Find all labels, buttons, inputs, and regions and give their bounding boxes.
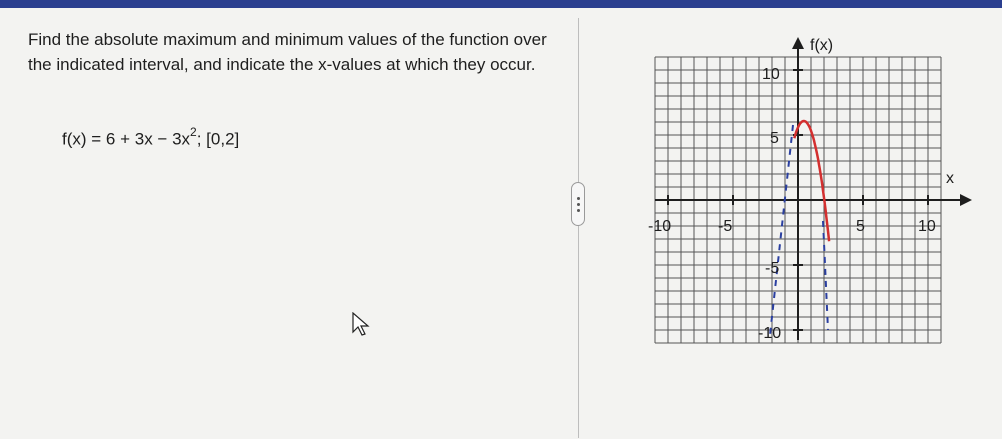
y-tick-label: 5 — [770, 130, 779, 147]
x-tick-label: -5 — [718, 218, 733, 235]
function-graph — [600, 25, 980, 355]
pane-divider — [578, 18, 579, 438]
y-tick-label: -10 — [758, 325, 782, 342]
formula-exponent: 2 — [190, 125, 197, 139]
splitter-handle-icon[interactable] — [571, 182, 585, 226]
x-tick-label: 10 — [918, 218, 936, 235]
question-text: Find the absolute maximum and minimum values of the function over the indicated interval, and indicate the x-values at which they occur. — [28, 30, 547, 74]
mouse-pointer-icon — [352, 312, 374, 336]
x-tick-label: 5 — [856, 218, 865, 235]
top-bar — [0, 0, 1002, 8]
function-formula — [62, 127, 239, 150]
y-axis-label: f(x) — [810, 37, 834, 54]
formula-main: f(x) = 6 + 3x − 3x — [62, 129, 191, 149]
x-tick-label: -10 — [648, 218, 672, 235]
y-tick-label: 10 — [762, 66, 780, 83]
y-tick-label: -5 — [765, 260, 780, 277]
x-axis-label: x — [946, 170, 954, 187]
formula-interval: ; [0,2] — [196, 129, 240, 149]
y-axis-arrow-icon — [792, 37, 804, 49]
x-axis-arrow-icon — [960, 194, 972, 206]
